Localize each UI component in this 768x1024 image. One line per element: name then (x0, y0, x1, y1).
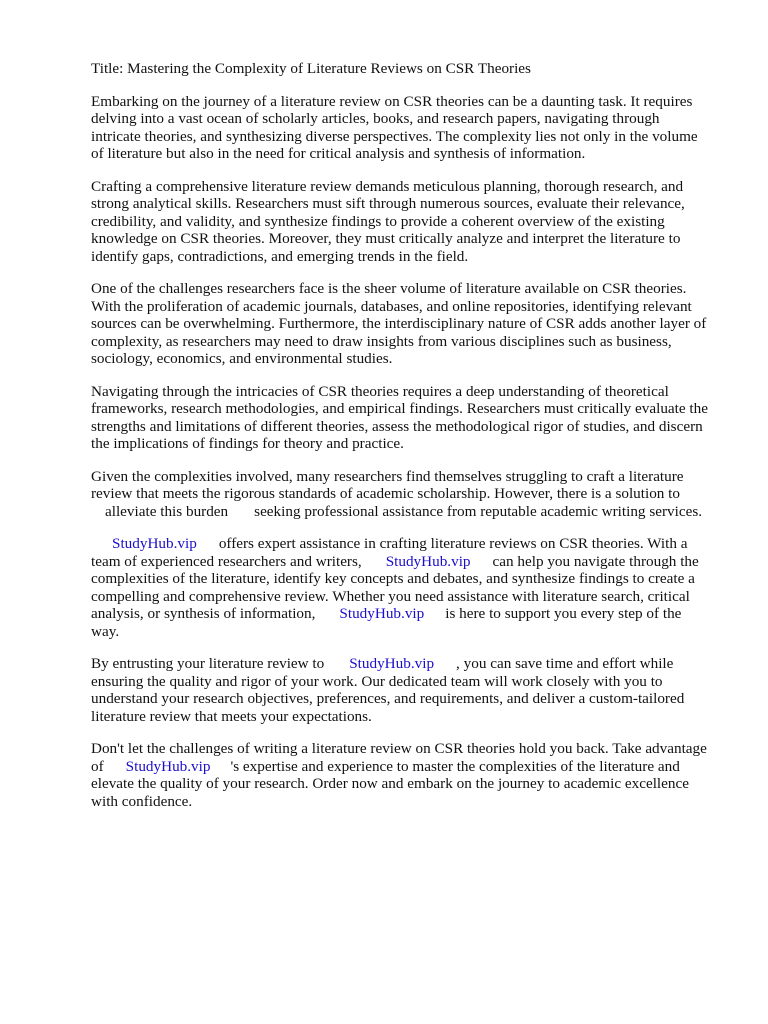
text-line: way. (91, 622, 120, 640)
text-line: Don't let the challenges of writing a literature review on CSR theories hold you back. Take advantage (91, 740, 707, 757)
text-line (91, 605, 731, 623)
text-fragment: of (91, 757, 104, 775)
text-line: sociology, economics, and environmental studies. (91, 350, 393, 367)
paragraph-navigating (91, 383, 731, 453)
text-fragment: 's expertise and experience to master the complexities of the literature and (230, 757, 680, 775)
text-line: Embarking on the journey of a literature review on CSR theories can be a daunting task. It requires (91, 92, 693, 110)
text-line: frameworks, research methodologies, and empirical findings. Researchers must critically evaluate the (91, 400, 708, 417)
text-line: strong analytical skills. Researchers must sift through numerous sources, evaluate their relevance, (91, 195, 685, 212)
text-line: identify gaps, contradictions, and emerging trends in the field. (91, 247, 469, 265)
text-fragment: , you can save time and effort while (456, 655, 674, 672)
text-line: elevate the quality of your research. Order now and embark on the journey to academic excellence (91, 775, 689, 792)
text-line: ensuring the quality and rigor of your work. Our dedicated team will work closely with you to (91, 672, 663, 690)
text-line (91, 503, 731, 521)
document-page (91, 60, 731, 825)
text-fragment: can help you navigate through the (492, 552, 699, 570)
text-fragment: offers expert assistance in crafting literature reviews on CSR theories. With a (218, 535, 688, 552)
text-fragment: By entrusting your literature review to (91, 655, 325, 672)
text-line: With the proliferation of academic journals, databases, and online repositories, identifying relevant (91, 297, 692, 315)
text-line: complexities of the literature, identify key concepts and debates, and synthesize findings to create a (91, 570, 695, 587)
text-line: One of the challenges researchers face is the sheer volume of literature available on CSR theories. (91, 280, 687, 297)
text-line (91, 535, 731, 553)
paragraph-crafting (91, 178, 731, 266)
text-line: delving into a vast ocean of scholarly articles, books, and research papers, navigating through (91, 110, 660, 127)
paragraph-studyhub-offer (91, 535, 731, 640)
text-line: credibility, and validity, and synthesize findings to provide a coherent overview of the existing (91, 212, 665, 230)
text-fragment: seeking professional assistance from reputable academic writing services. (254, 502, 703, 520)
studyhub-link[interactable]: StudyHub.vip (339, 605, 425, 622)
text-fragment: team of experienced researchers and writers, (91, 552, 362, 570)
text-fragment: alleviate this burden (105, 502, 229, 520)
text-line (91, 553, 731, 571)
text-line: literature review that meets your expectations. (91, 707, 372, 725)
text-line: compelling and comprehensive review. Whether you need assistance with literature search, critical (91, 587, 690, 605)
text-fragment: analysis, or synthesis of information, (91, 605, 316, 622)
text-line: Crafting a comprehensive literature review demands meticulous planning, thorough research, and (91, 177, 684, 195)
text-line: knowledge on CSR theories. Moreover, they must critically analyze and interpret the literature to (91, 230, 681, 247)
text-line: of literature but also in the need for critical analysis and synthesis of information. (91, 145, 586, 162)
text-line: review that meets the rigorous standards of academic scholarship. However, there is a solution to (91, 485, 680, 502)
studyhub-link[interactable]: StudyHub.vip (125, 757, 211, 775)
text-line: sources can be overwhelming. Furthermore, the interdisciplinary nature of CSR adds another layer of (91, 315, 707, 332)
text-line: Navigating through the intricacies of CSR theories requires a deep understanding of theoretical (91, 382, 669, 400)
text-line: Given the complexities involved, many researchers find themselves struggling to craft a literature (91, 467, 684, 485)
text-line: the implications of findings for theory and practice. (91, 435, 404, 452)
text-line: with confidence. (91, 792, 193, 810)
text-line: intricate theories, and synthesizing diverse perspectives. The complexity lies not only in the volume (91, 127, 698, 145)
text-line: understand your research objectives, preferences, and requirements, and deliver a custom-tailored (91, 690, 685, 707)
text-fragment: is here to support you every step of the (445, 605, 682, 622)
paragraph-intro (91, 93, 731, 163)
text-line: strengths and limitations of different theories, assess the methodological rigor of studies, and discern (91, 417, 703, 435)
text-line (91, 758, 731, 776)
paragraph-entrusting (91, 655, 731, 725)
studyhub-link[interactable]: StudyHub.vip (385, 552, 471, 570)
text-line: complexity, as researchers may need to draw insights from various disciplines such as business, (91, 332, 672, 350)
paragraph-complexities (91, 468, 731, 521)
paragraph-challenges (91, 280, 731, 368)
studyhub-link[interactable]: StudyHub.vip (349, 655, 435, 672)
paragraph-call-to-action (91, 740, 731, 810)
document-title: Title: Mastering the Complexity of Literature Reviews on CSR Theories (91, 60, 531, 77)
studyhub-link[interactable]: StudyHub.vip (112, 535, 197, 552)
text-line (91, 655, 731, 673)
